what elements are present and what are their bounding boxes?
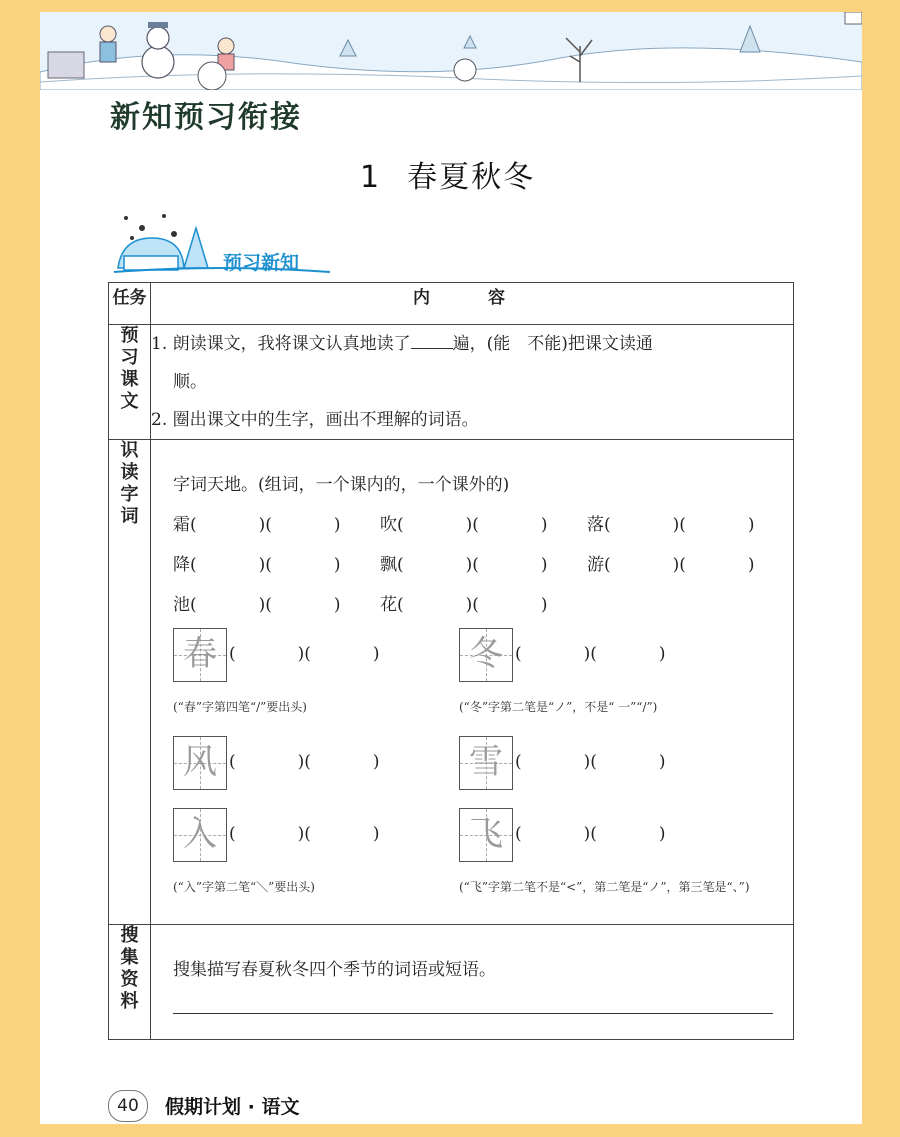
word-item[interactable]: 吹( )( )	[380, 515, 548, 535]
preview-task-table	[108, 282, 794, 1040]
reading-count-blank[interactable]	[411, 330, 453, 349]
word-char: 降	[173, 555, 190, 575]
char-word-blanks[interactable]: ( )( )	[515, 824, 666, 844]
label-char: 习	[120, 347, 139, 368]
stroke-note: (“飞”字第二笔不是“<”，第二笔是“ノ”，第三笔是“、”)	[459, 880, 750, 894]
word-row	[173, 590, 587, 615]
stroke-note: (“春”字第四笔“/”要出头)	[173, 700, 307, 714]
answer-line[interactable]	[173, 1013, 773, 1014]
word-char: 游	[587, 555, 604, 575]
trace-char: 冬	[469, 634, 503, 674]
book-title: 假期计划 · 语文	[165, 1096, 300, 1118]
word-item[interactable]: 飘( )( )	[380, 555, 548, 575]
row-label-reading	[109, 440, 151, 925]
char-practice-box	[173, 808, 227, 862]
lesson-name: 春夏秋冬	[407, 160, 536, 195]
word-item[interactable]: 落( )( )	[587, 515, 755, 535]
preview-item-1	[151, 325, 793, 363]
label-char: 预	[120, 325, 139, 346]
label-char: 集	[120, 947, 139, 968]
lesson-title	[360, 152, 535, 196]
word-item[interactable]: 池( )( )	[173, 595, 341, 615]
section-title: 新知预习衔接	[110, 100, 302, 135]
char-word-blanks[interactable]: ( )( )	[229, 644, 380, 664]
char-word-blanks[interactable]: ( )( )	[515, 644, 666, 664]
word-char: 霜	[173, 515, 190, 535]
row-label-collect	[109, 925, 151, 1040]
preview-content	[151, 325, 794, 440]
char-practice-box	[459, 628, 513, 682]
word-item[interactable]: 游( )( )	[587, 555, 755, 575]
char-word-blanks[interactable]: ( )( )	[515, 752, 666, 772]
word-char: 花	[380, 595, 397, 615]
reading-intro: 字词天地。(组词，一个课内的，一个课外的)	[173, 475, 510, 495]
word-char: 落	[587, 515, 604, 535]
trace-char: 风	[183, 742, 217, 782]
word-row	[173, 510, 794, 535]
word-char: 吹	[380, 515, 397, 535]
collect-instruction: 搜集描写春夏秋冬四个季节的词语或短语。	[173, 960, 496, 980]
preview-item-2: 2. 圈出课文中的生字，画出不理解的词语。	[151, 410, 479, 430]
trace-char: 春	[183, 634, 217, 674]
label-char: 识	[120, 440, 139, 461]
label-char: 读	[120, 462, 139, 483]
lesson-number: 1	[360, 160, 382, 195]
label-char: 词	[120, 506, 139, 527]
label-char: 料	[120, 991, 139, 1012]
collect-content	[151, 925, 794, 1040]
trace-char: 雪	[469, 742, 503, 782]
char-practice-box	[459, 808, 513, 862]
label-char: 文	[120, 391, 139, 412]
word-item[interactable]: 霜( )( )	[173, 515, 341, 535]
item1-text: 1. 朗读课文，我将课文认真地读了	[151, 334, 411, 354]
word-row	[173, 550, 794, 575]
char-word-blanks[interactable]: ( )( )	[229, 752, 380, 772]
page-number: 40	[108, 1090, 148, 1122]
word-char: 飘	[380, 555, 397, 575]
item1-wrap: 顺。	[173, 372, 207, 392]
header-task: 任务	[109, 283, 151, 325]
label-char: 资	[120, 969, 139, 990]
header-content: 内 容	[151, 283, 794, 325]
char-practice-box	[173, 736, 227, 790]
winter-banner-illustration	[40, 12, 862, 90]
badge-label: 预习新知	[223, 252, 300, 274]
page-sheet	[40, 12, 862, 1124]
reading-content	[151, 440, 794, 925]
char-word-blanks[interactable]: ( )( )	[229, 824, 380, 844]
trace-char: 飞	[469, 814, 503, 854]
stroke-note: (“冬”字第二笔是“ノ”，不是“ ⼀”“/”)	[459, 700, 658, 714]
label-char: 字	[120, 484, 139, 505]
trace-char: 入	[183, 814, 217, 854]
item1-text-cont: 遍，(能 不能)把课文读通	[452, 334, 653, 354]
char-practice-box	[173, 628, 227, 682]
label-char: 课	[120, 369, 139, 390]
word-item[interactable]: 花( )( )	[380, 595, 548, 615]
label-char: 搜	[120, 925, 139, 946]
row-label-preview	[109, 325, 151, 440]
stroke-note: (“入”字第二笔“＼”要出头)	[173, 880, 315, 894]
word-item[interactable]: 降( )( )	[173, 555, 341, 575]
char-practice-box	[459, 736, 513, 790]
word-char: 池	[173, 595, 190, 615]
